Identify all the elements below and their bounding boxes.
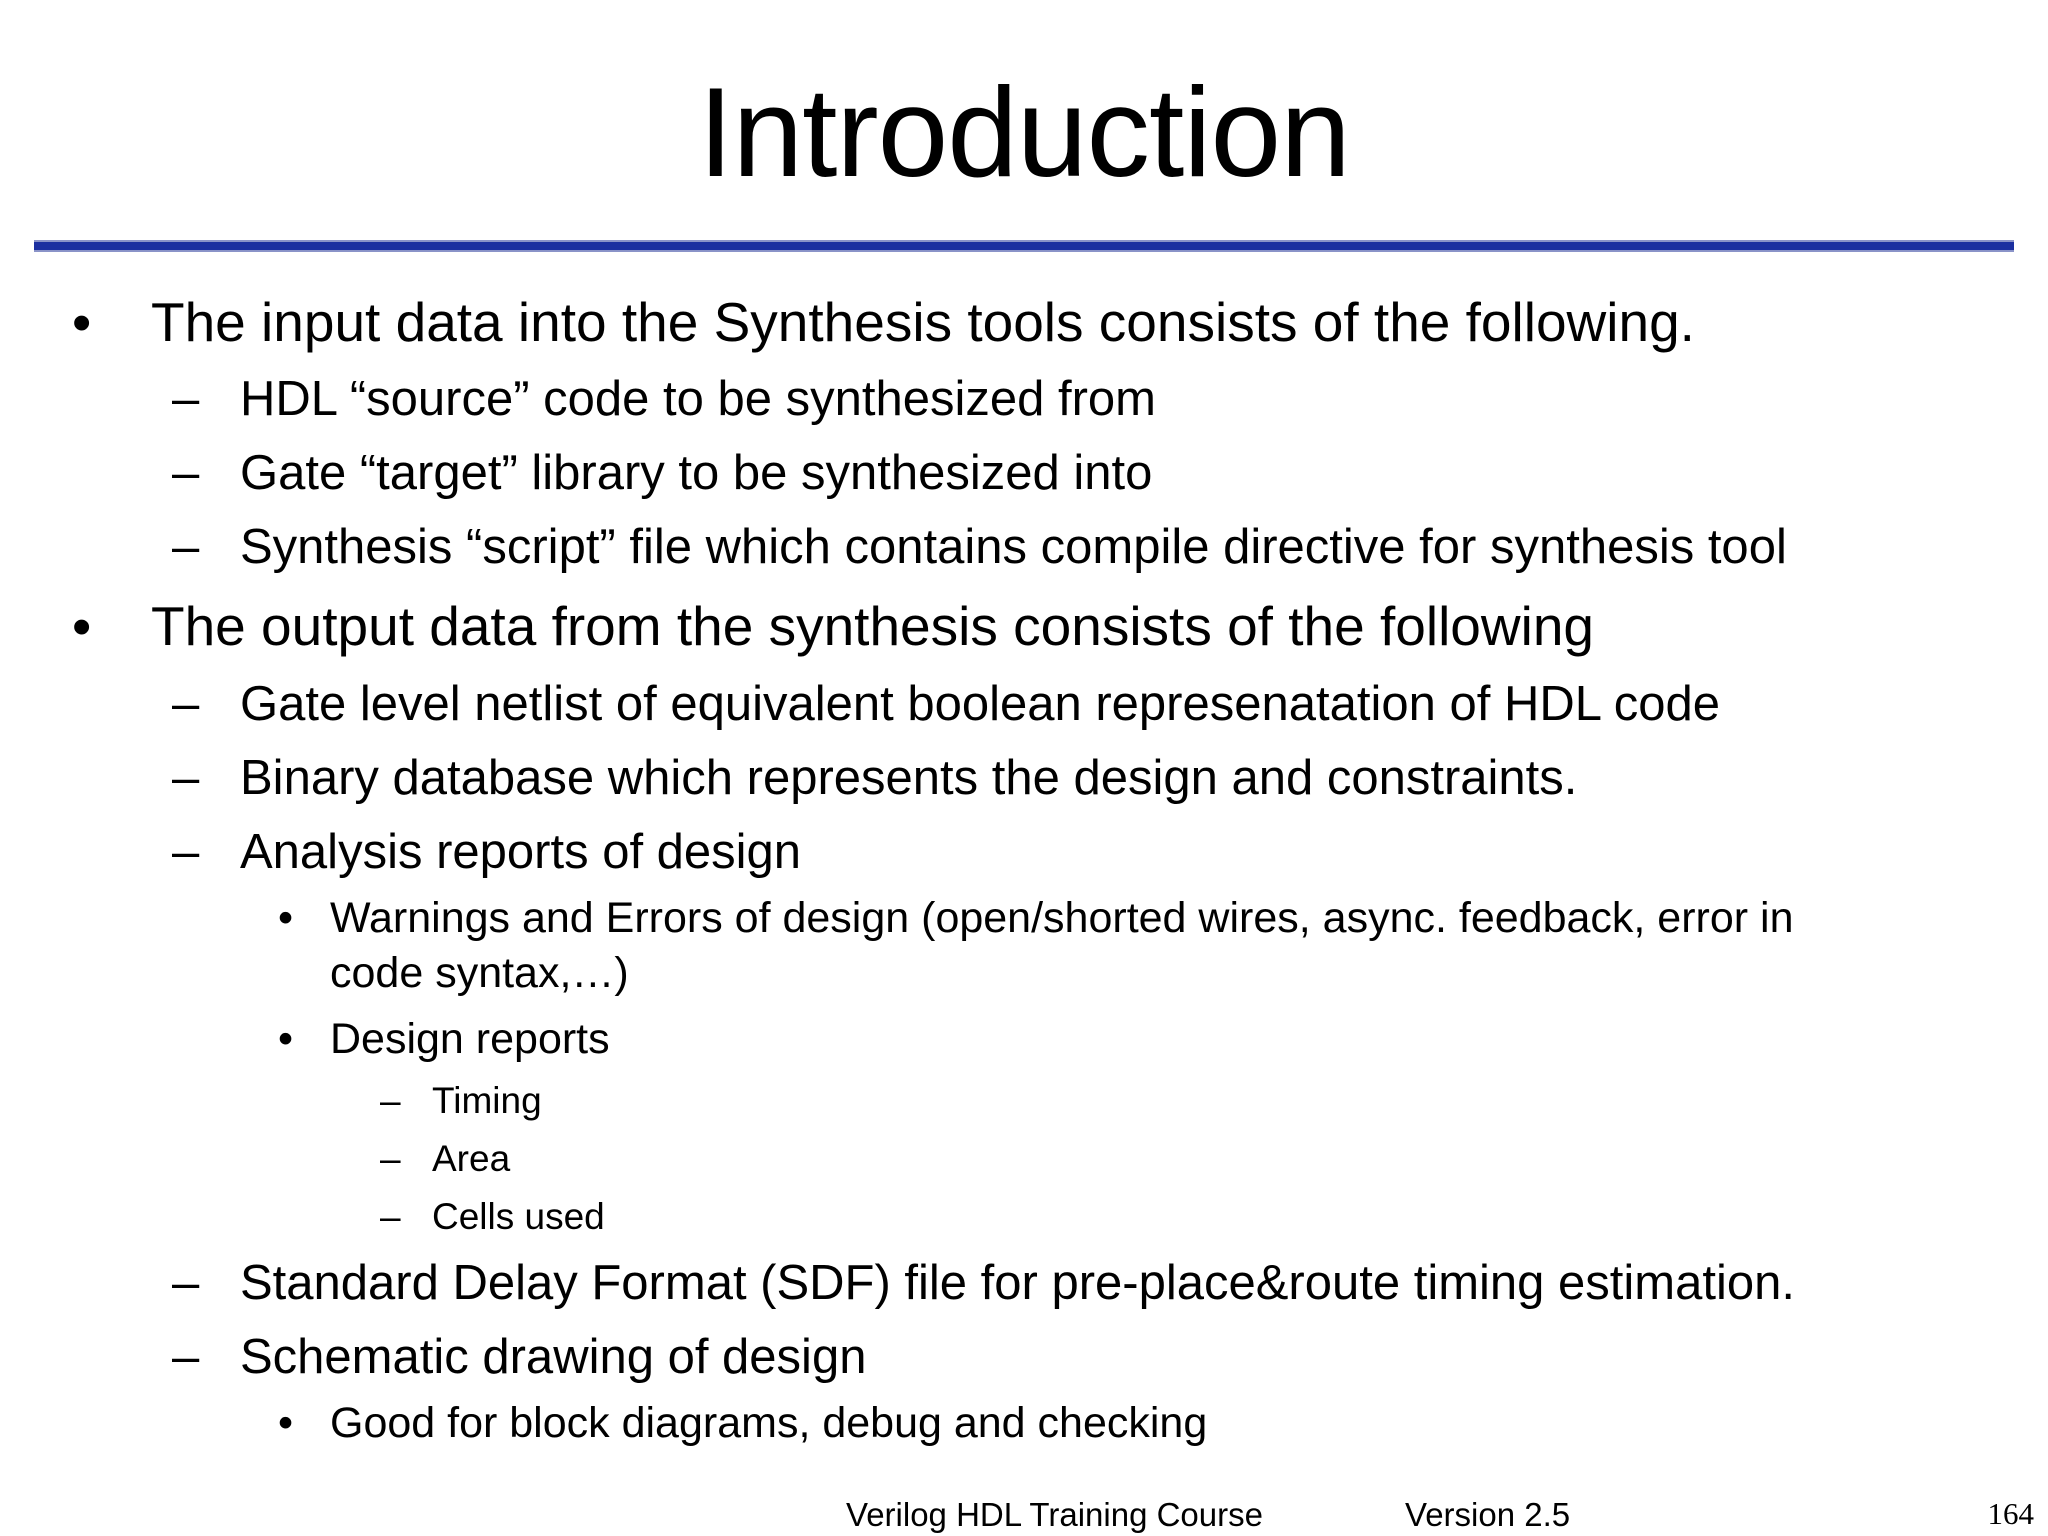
- bullet-marker: •: [278, 894, 294, 942]
- footer-version: Version 2.5: [1405, 1496, 1571, 1533]
- dash-marker: –: [172, 751, 200, 805]
- bullet-marker: •: [72, 595, 92, 657]
- list-item-timing: Timing: [432, 1080, 542, 1121]
- dash-marker: –: [172, 1256, 200, 1310]
- dash-marker: –: [172, 372, 200, 426]
- input-data-heading: The input data into the Synthesis tools consists of the following.: [151, 291, 1695, 353]
- dash-marker: –: [172, 1330, 200, 1384]
- list-item-area: Area: [432, 1138, 511, 1179]
- list-item-gate-netlist: Gate level netlist of equivalent boolean represenatation of HDL code: [240, 677, 1721, 731]
- footer-course-title: Verilog HDL Training Course: [846, 1496, 1263, 1533]
- bullet-marker: •: [278, 1399, 294, 1447]
- list-item-hdl-source: HDL “source” code to be synthesized from: [240, 372, 1156, 426]
- dash-marker: –: [172, 446, 200, 500]
- dash-marker: –: [172, 520, 200, 574]
- list-item-binary-database: Binary database which represents the design and constraints.: [240, 751, 1578, 805]
- list-item-cells-used: Cells used: [432, 1196, 605, 1237]
- output-data-heading: The output data from the synthesis consists of the following: [151, 595, 1594, 657]
- list-item-warnings-errors: Warnings and Errors of design (open/shorted wires, async. feedback, error in: [330, 894, 1794, 942]
- list-item-design-reports: Design reports: [330, 1015, 610, 1063]
- dash-marker: –: [172, 825, 200, 879]
- list-item-analysis-reports: Analysis reports of design: [240, 825, 802, 879]
- list-item-schematic-drawing: Schematic drawing of design: [240, 1330, 867, 1384]
- list-item-warnings-errors-continued: code syntax,…): [330, 949, 629, 997]
- slide-title: Introduction: [698, 61, 1350, 203]
- bullet-marker: •: [72, 291, 92, 353]
- title-divider: [34, 240, 2014, 252]
- bullet-marker: •: [278, 1015, 294, 1063]
- dash-marker: –: [380, 1080, 401, 1121]
- dash-marker: –: [172, 677, 200, 731]
- dash-marker: –: [380, 1138, 401, 1179]
- list-item-synthesis-script: Synthesis “script” file which contains compile directive for synthesis tool: [240, 520, 1787, 574]
- list-item-block-diagrams: Good for block diagrams, debug and checking: [330, 1399, 1208, 1447]
- list-item-sdf-file: Standard Delay Format (SDF) file for pre-place&route timing estimation.: [240, 1256, 1795, 1310]
- list-item-gate-target: Gate “target” library to be synthesized into: [240, 446, 1153, 500]
- dash-marker: –: [380, 1196, 401, 1237]
- page-number: 164: [1987, 1496, 2034, 1531]
